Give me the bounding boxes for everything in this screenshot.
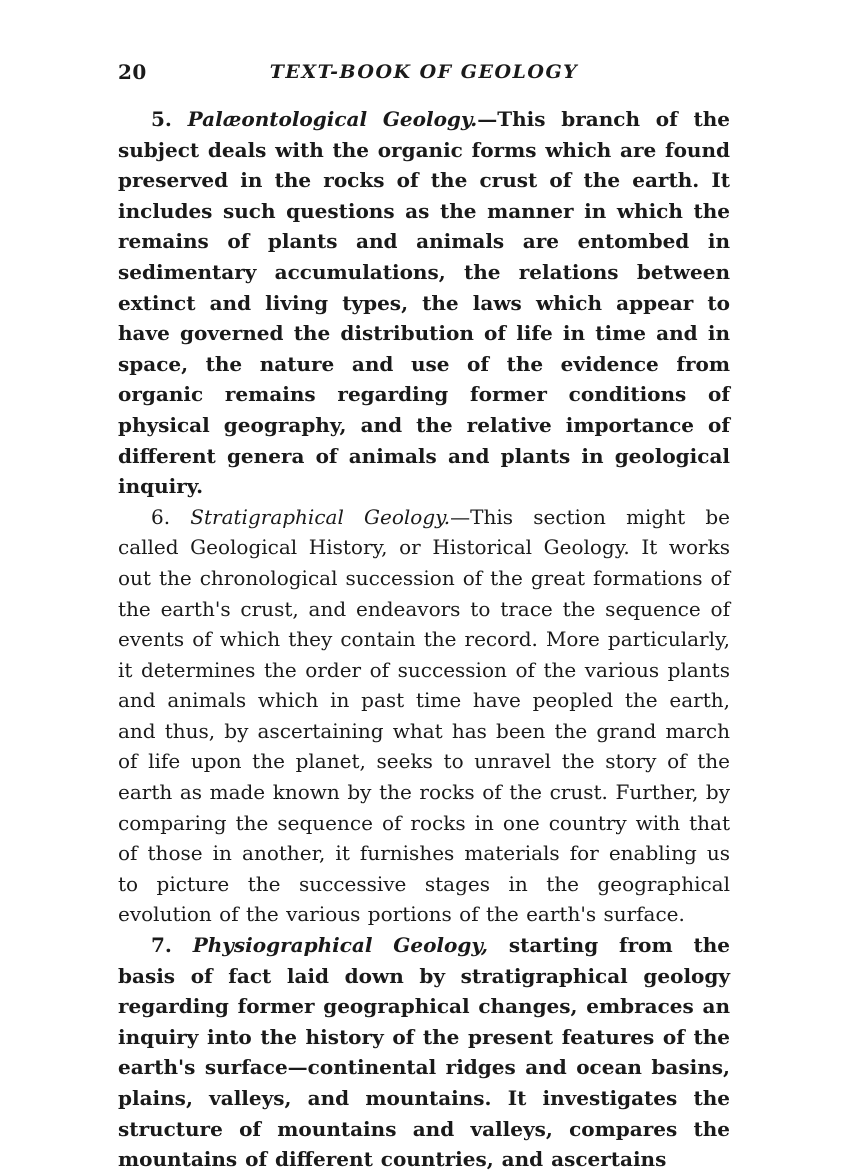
paragraph-physiographical-geology (118, 930, 730, 1175)
paragraph-number: 6. (151, 504, 171, 529)
body-text (118, 104, 730, 1175)
running-head: TEXT-BOOK OF GEOLOGY (269, 61, 579, 83)
paragraph-text: This branch of the subject deals with the organic forms which are found preserved in the rocks of the crust of the earth. It includes such questions as the manner in which the remains of plants and animals are entombed in sedimentary accumulations, the relations between extinct and living types, the laws which appear to have governed the distribution of life in time and in space, the nature and use of the evidence from organic remains regarding former conditions of physical geography, and the relative importance of different genera of animals and plants in geological inquiry. (118, 107, 731, 499)
paragraph-text: This section might be called Geological History, or Historical Geology. It works out the chronological succession of the great formations of the earth's crust, and endeavors to trace the sequence of events of which they contain the record. More particularly, it determines the order of succession of the various plants and animals which in past time have peopled the earth, and thus, by ascertaining what has been the grand march of life upon the planet, seeks to unravel the story of the earth as made known by the rocks of the crust. Further, by comparing the sequence of rocks in one country with that of those in another, it furnishes materials for enabling us to picture the successive stages in the geographical evolution of the various portions of the earth's surface. (118, 504, 730, 927)
paragraph-title: Palæontological Geology. (187, 107, 478, 131)
paragraph-number: 5. (151, 107, 172, 131)
paragraph-stratigraphical-geology (118, 502, 730, 930)
paragraph-title: Physiographical Geology, (192, 933, 489, 958)
paragraph-palaeontological-geology (118, 104, 730, 502)
paragraph-title: Stratigraphical Geology. (190, 504, 451, 529)
paragraph-text: starting from the basis of fact laid down by stratigraphical geology regarding former geographical changes, embraces an inquiry into the history of the present features of the earth's surface—continental ridges and ocean basins, plains, valleys, and mountains. It investigates the structure of mountains and valleys, compares the mountains of different countries, and ascertains (118, 933, 731, 1172)
paragraph-number: 7. (151, 933, 172, 958)
paragraph-dash: — (450, 504, 471, 529)
page-header (118, 60, 730, 90)
page-number: 20 (118, 60, 147, 84)
paragraph-dash: — (477, 107, 498, 131)
